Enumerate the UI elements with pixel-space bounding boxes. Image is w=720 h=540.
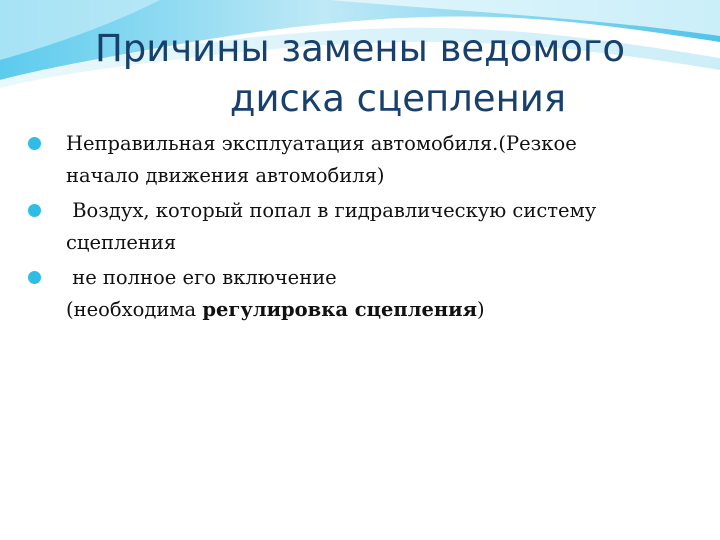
- bullet-dot-icon: [28, 271, 41, 284]
- bullet-text: [66, 262, 690, 326]
- bullet-line-suffix: ): [477, 298, 485, 321]
- page-title: [40, 24, 680, 124]
- bullet-line: [66, 294, 690, 326]
- bullet-emphasis: регулировка сцепления: [202, 298, 477, 321]
- bullet-dot-icon: [28, 204, 41, 217]
- title-line-2: диска сцепления: [229, 77, 567, 120]
- bullet-text: [66, 195, 690, 259]
- bullet-line: не полное его включение: [66, 266, 337, 289]
- title-line-1: Причины замены ведомого: [94, 27, 626, 70]
- bullet-line: Воздух, который попал в гидравлическую систему: [66, 199, 597, 222]
- bullet-line: Неправильная эксплуатация автомобиля.(Резкое: [66, 132, 577, 155]
- bullet-line: сцепления: [66, 231, 177, 254]
- list-item: [20, 262, 690, 326]
- bullet-text: [66, 128, 690, 192]
- bullet-line-prefix: (необходима: [66, 298, 203, 321]
- bullet-list: [20, 128, 690, 326]
- list-item: [20, 195, 690, 259]
- bullet-dot-icon: [28, 137, 41, 150]
- list-item: [20, 128, 690, 192]
- bullet-line: начало движения автомобиля): [66, 164, 385, 187]
